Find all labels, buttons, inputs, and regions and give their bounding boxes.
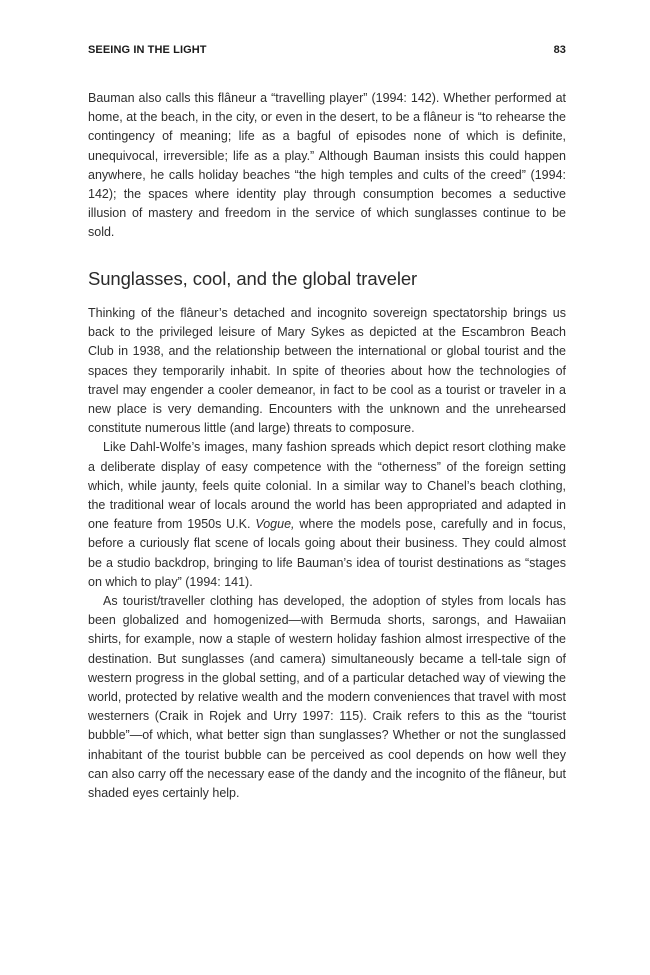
page-number: 83 (553, 44, 566, 56)
paragraph-2-text-a: Like Dahl-Wolfe’s images, many fashion spreads which depict resort clothing make a deliberate display of easy competence with the “otherness” of the foreign setting which, while jaunty, feels quite colonial. In a similar way to Chanel’s beach clothing, the traditional wear of locals around the world has been appropriated and adapted in one feature from 1950s U.K. (88, 440, 566, 532)
intro-paragraph: Bauman also calls this flâneur a “travelling player” (1994: 142). Whether performed at home, at the beach, in the city, or even in the desert, to be a flâneur is “to rehearse the contingency of meaning; life as a bagful of episodes none of which is definite, unequivocal, irreversible; life as a play.” Although Bauman insists this could happen anywhere, he calls holiday beaches “the high temples and cults of the creed” (1994: 142); the spaces where identity play through consumption becomes a seductive illusion of mastery and freedom in the service of which sunglasses continue to be sold. (88, 91, 566, 240)
vogue-title: Vogue, (255, 517, 295, 532)
section-body (88, 304, 566, 803)
paragraph-2-text-b: where the models pose, carefully and in focus, before a curiously flat scene of locals going about their business. They could almost be a studio backdrop, bringing to life Bauman’s idea of tourist destinations as “stages on which to play” (1994: 141). (88, 517, 566, 589)
section-paragraph-2 (88, 438, 566, 592)
section-paragraph-3: As tourist/traveller clothing has developed, the adoption of styles from locals has been globalized and homogenized—with Bermuda shorts, sarongs, and Hawaiian shirts, for example, now a staple of western holiday fashion almost irrespective of the destination. But sunglasses (and camera) simultaneously became a tell-tale sign of western progress in the global setting, and of a particular detached way of viewing the world, protected by relative wealth and the modern conveniences that travel with most westerners (Craik in Rojek and Urry 1997: 115). Craik refers to this as the “tourist bubble”—of which, what better sign than sunglasses? Whether or not the sunglassed inhabitant of the tourist bubble can be perceived as cool depends on how well they can also carry off the necessary ease of the dandy and the incognito of the flâneur, but shaded eyes certainly help. (88, 594, 566, 801)
running-header (88, 44, 566, 60)
section-heading: Sunglasses, cool, and the global traveler (88, 268, 418, 289)
running-title: SEEING IN THE LIGHT (88, 44, 207, 56)
section-paragraph-1: Thinking of the flâneur’s detached and incognito sovereign spectatorship brings us back to the privileged leisure of Mary Sykes as depicted at the Escambron Beach Club in 1938, and the relationship between the international or global tourist and the spaces they temporarily inhabit. In spite of theories about how the technologies of travel may engender a cooler demeanor, in fact to be cool as a tourist or traveler in a new place is very demanding. Encounters with the unknown and the unrehearsed constitute numerous little (and large) threats to composure. (88, 306, 566, 436)
intro-text-block (88, 89, 566, 243)
